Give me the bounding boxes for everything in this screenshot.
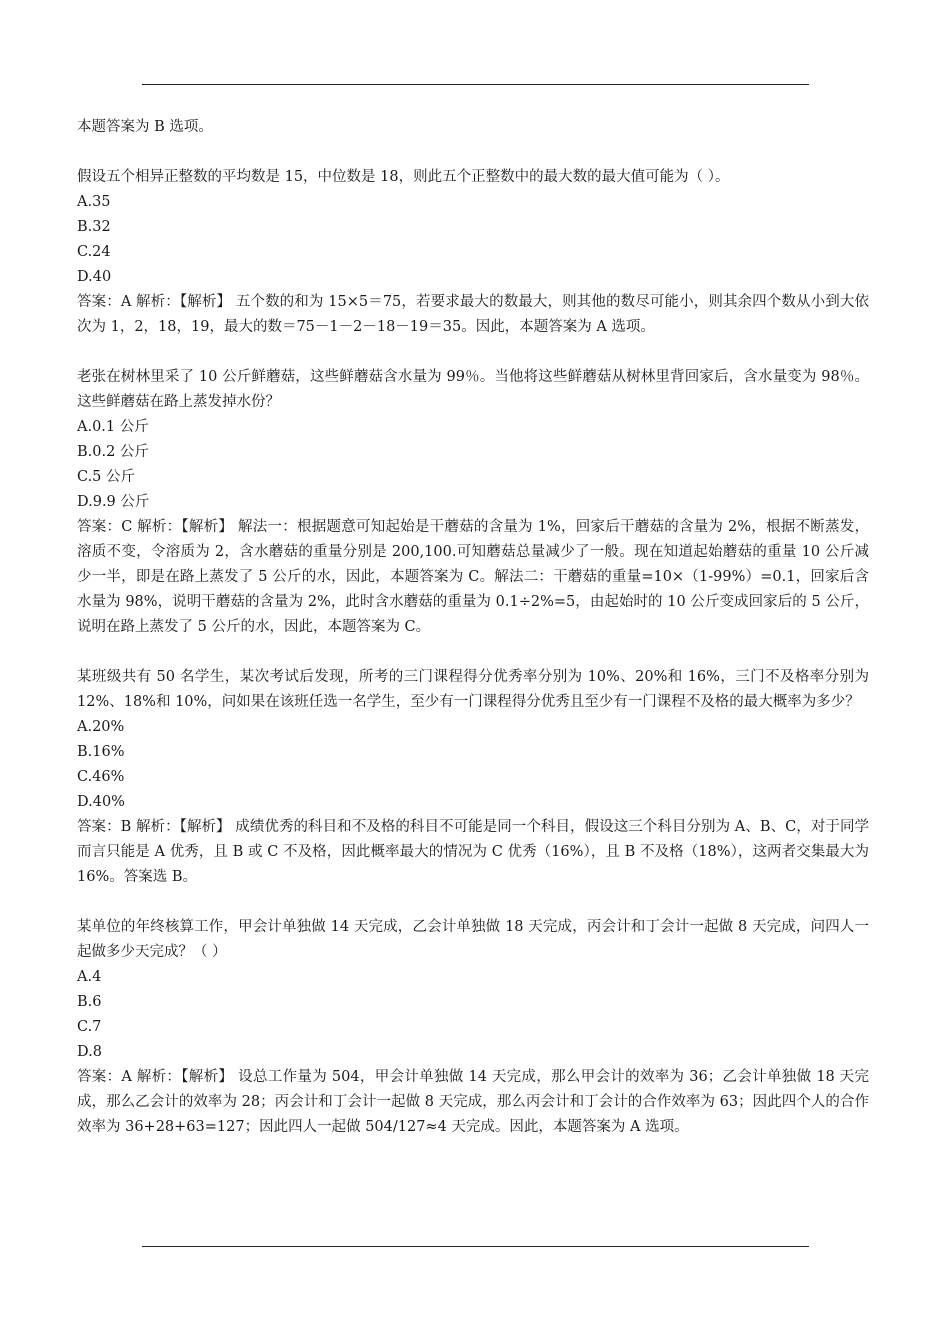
previous-answer-line: 本题答案为 B 选项。 — [77, 119, 213, 135]
option-c: C.5 公斤 — [77, 469, 136, 485]
question-1 — [77, 165, 869, 340]
question-stem: 某单位的年终核算工作，甲会计单独做 14 天完成，乙会计单独做 18 天完成，丙会计和丁会计一起做 8 天完成，问四人一起做多少天完成？（ ） — [77, 919, 869, 960]
option-b: B.16% — [77, 744, 125, 760]
page-content — [77, 115, 869, 1140]
answer-explanation: 答案：B 解析：【解析】 成绩优秀的科目和不及格的科目不可能是同一个科目，假设这三个科目分别为 A、B、C，对于同学而言只能是 A 优秀，且 B 或 C 不及格，因此概率最大的情况为 C 优秀（16%），且 B 不及格（18%），这两者交集最大为 16%。答案选 B。 — [77, 819, 869, 885]
question-4 — [77, 915, 869, 1140]
question-3 — [77, 665, 869, 890]
option-c: C.7 — [77, 1019, 102, 1035]
option-b: B.32 — [77, 219, 111, 235]
option-d: D.8 — [77, 1044, 102, 1060]
answer-explanation: 答案：C 解析：【解析】 解法一：根据题意可知起始是干蘑菇的含量为 1%，回家后干蘑菇的含量为 2%，根据不断蒸发，溶质不变，令溶质为 2，含水蘑菇的重量分别是 200,100.可知蘑菇总量减少了一般。现在知道起始蘑菇的重量 10 公斤减少一半，即是在路上蒸发了 5 公斤的水，因此，本题答案为 C。解法二：干蘑菇的重量=10×（1-99%）=0.1，回家后含水量为 98%，说明干蘑菇的含量为 2%，此时含水蘑菇的重量为 0.1÷2%=5，由起始时的 10 公斤变成回家后的 5 公斤，说明在路上蒸发了 5 公斤的水，因此，本题答案为 C。 — [77, 519, 869, 635]
question-stem: 假设五个相异正整数的平均数是 15，中位数是 18，则此五个正整数中的最大数的最大值可能为（ ）。 — [77, 169, 730, 185]
question-2 — [77, 365, 869, 640]
option-a: A.20% — [77, 719, 125, 735]
answer-explanation: 答案：A 解析：【解析】 设总工作量为 504，甲会计单独做 14 天完成，那么甲会计的效率为 36；乙会计单独做 18 天完成，那么乙会计的效率为 28；丙会计和丁会计一起做 8 天完成，那么丙会计和丁会计的合作效率为 63；因此四个人的合作效率为 36+28+63=127；因此四人一起做 504/127≈4 天完成。因此，本题答案为 A 选项。 — [77, 1069, 869, 1135]
header-rule — [142, 84, 809, 85]
option-c: C.24 — [77, 244, 111, 260]
question-stem: 老张在树林里采了 10 公斤鲜蘑菇，这些鲜蘑菇含水量为 99％。当他将这些鲜蘑菇从树林里背回家后，含水量变为 98％。这些鲜蘑菇在路上蒸发掉水份？ — [77, 369, 869, 410]
answer-explanation: 答案：A 解析：【解析】 五个数的和为 15×5＝75，若要求最大的数最大，则其他的数尽可能小，则其余四个数从小到大依次为 1，2，18，19，最大的数＝75－1－2－18－19＝35。因此，本题答案为 A 选项。 — [77, 294, 869, 335]
question-stem: 某班级共有 50 名学生，某次考试后发现，所考的三门课程得分优秀率分别为 10%、20%和 16%，三门不及格率分别为 12%、18%和 10%，问如果在该班任选一名学生，至少有一门课程得分优秀且至少有一门课程不及格的最大概率为多少？ — [77, 669, 869, 710]
option-d: D.40 — [77, 269, 112, 285]
option-b: B.6 — [77, 994, 102, 1010]
option-c: C.46% — [77, 769, 125, 785]
option-b: B.0.2 公斤 — [77, 444, 149, 460]
option-a: A.0.1 公斤 — [77, 419, 149, 435]
option-a: A.4 — [77, 969, 102, 985]
option-a: A.35 — [77, 194, 111, 210]
option-d: D.9.9 公斤 — [77, 494, 150, 510]
option-d: D.40% — [77, 794, 125, 810]
footer-rule — [142, 1246, 809, 1247]
